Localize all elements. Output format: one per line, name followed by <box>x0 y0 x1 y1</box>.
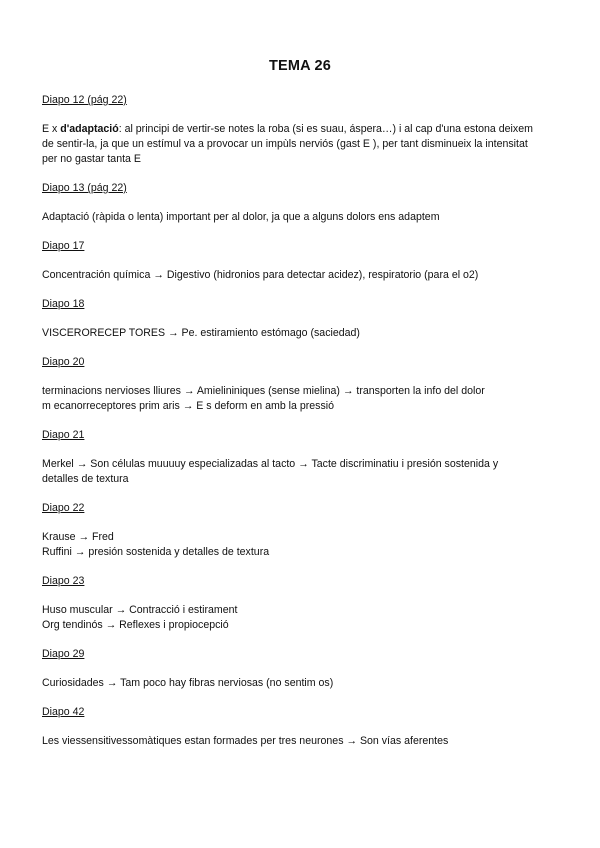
section-heading: Diapo 18 <box>42 298 85 310</box>
section-text <box>42 268 552 283</box>
section-text <box>42 384 552 414</box>
text-line: terminacions nervioses lliures → Amielininiques (sense mielina) → transporten la info del dolor <box>42 385 485 397</box>
text-fragment: : al principi de vertir-se notes la roba (si es suau, áspera…) i al cap d'una estona deixem <box>118 123 533 135</box>
document-body <box>42 93 552 763</box>
text-line: VISCERORECEP TORES → Pe. estiramiento estómago (saciedad) <box>42 327 360 339</box>
section-text <box>42 122 552 167</box>
section-heading: Diapo 12 (pág 22) <box>42 94 127 106</box>
section-diapo-18 <box>42 297 552 341</box>
section-heading: Diapo 29 <box>42 648 85 660</box>
section-text <box>42 530 552 560</box>
section-diapo-23 <box>42 574 552 633</box>
section-heading: Diapo 20 <box>42 356 85 368</box>
section-diapo-29 <box>42 647 552 691</box>
text-line: Merkel → Son células muuuuy especializadas al tacto → Tacte discriminatiu i presión sostenida y <box>42 458 499 470</box>
section-heading: Diapo 13 (pág 22) <box>42 182 127 194</box>
text-line <box>42 122 552 137</box>
text-line: de sentir-la, ja que un estímul va a provocar un impùls nerviós (gast E ), per tant disminueix la intensitat <box>42 138 528 150</box>
section-diapo-13 <box>42 181 552 225</box>
text-line: Adaptació (ràpida o lenta) important per al dolor, ja que a alguns dolors ens adaptem <box>42 211 440 223</box>
text-line: Curiosidades → Tam poco hay fibras nerviosas (no sentim os) <box>42 677 334 689</box>
section-diapo-22 <box>42 501 552 560</box>
section-heading: Diapo 17 <box>42 240 85 252</box>
section-diapo-20 <box>42 355 552 414</box>
section-diapo-42 <box>42 705 552 749</box>
text-line: detalles de textura <box>42 473 129 485</box>
text-fragment: E x <box>42 123 61 135</box>
section-diapo-21 <box>42 428 552 487</box>
section-heading: Diapo 23 <box>42 575 85 587</box>
section-heading: Diapo 22 <box>42 502 85 514</box>
section-diapo-12 <box>42 93 552 167</box>
section-text <box>42 210 552 225</box>
text-line: per no gastar tanta E <box>42 153 141 165</box>
text-line: Concentración química → Digestivo (hidronios para detectar acidez), respiratorio (para el o2) <box>42 269 479 281</box>
section-text <box>42 734 552 749</box>
text-line: Org tendinós → Reflexes i propiocepció <box>42 619 229 631</box>
bold-term: d'adaptació <box>60 123 119 135</box>
section-text <box>42 457 552 487</box>
text-line: Les viessensitivessomàtiques estan formades per tres neurones → Son vías aferentes <box>42 735 449 747</box>
section-heading: Diapo 21 <box>42 429 85 441</box>
text-line: Ruffini → presión sostenida y detalles de textura <box>42 546 270 558</box>
section-text <box>42 326 552 341</box>
section-text <box>42 676 552 691</box>
page-title: TEMA 26 <box>268 58 332 74</box>
section-text <box>42 603 552 633</box>
section-heading: Diapo 42 <box>42 706 85 718</box>
section-diapo-17 <box>42 239 552 283</box>
text-line: Krause → Fred <box>42 531 114 543</box>
text-line: m ecanorreceptores prim aris → E s deform en amb la pressió <box>42 400 335 412</box>
text-line: Huso muscular → Contracció i estirament <box>42 604 238 616</box>
